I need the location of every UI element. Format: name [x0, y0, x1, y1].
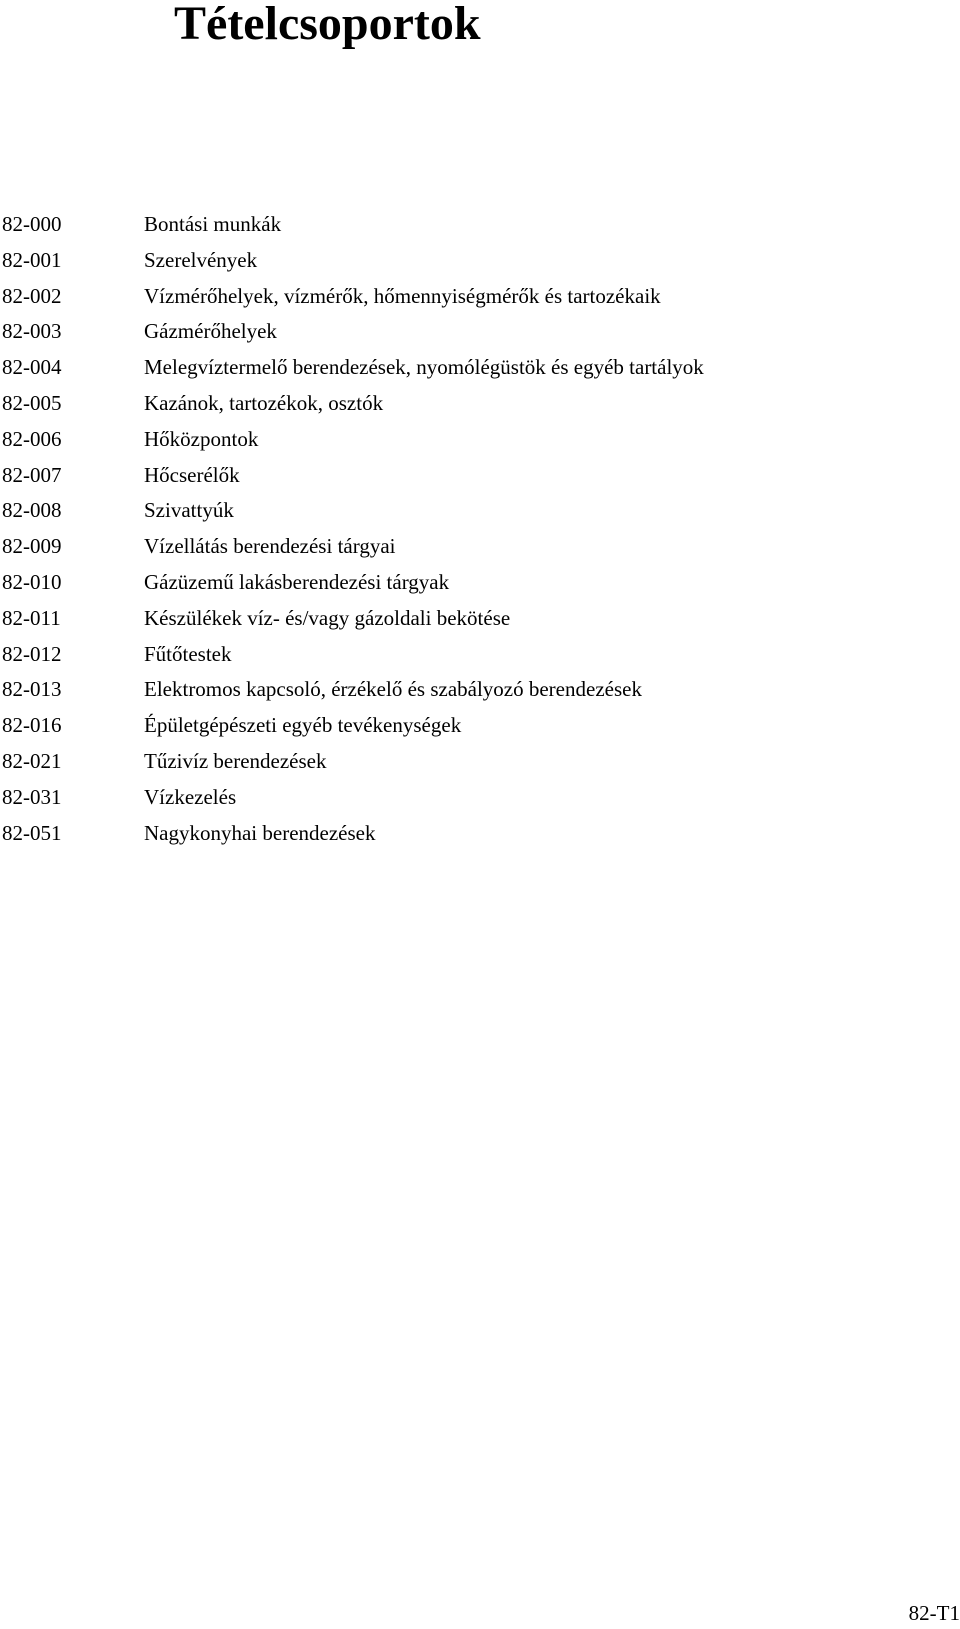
group-code: 82-005: [2, 390, 62, 415]
group-row: [0, 314, 960, 350]
group-name: Nagykonyhai berendezések: [144, 820, 376, 845]
group-row: [0, 422, 960, 458]
group-name: Szerelvények: [144, 247, 258, 272]
group-name: Épületgépészeti egyéb tevékenységek: [144, 713, 462, 738]
group-code: 82-011: [2, 605, 61, 630]
group-code: 82-002: [2, 283, 62, 308]
group-code: 82-008: [2, 498, 62, 523]
group-row: [0, 529, 960, 565]
group-code: 82-010: [2, 569, 62, 594]
group-code: 82-013: [2, 677, 62, 702]
group-name: Kazánok, tartozékok, osztók: [144, 390, 384, 415]
group-code: 82-021: [2, 748, 62, 773]
group-row: [0, 565, 960, 601]
group-code: 82-001: [2, 247, 62, 272]
group-name: Gázmérőhelyek: [144, 319, 277, 344]
group-name: Fűtőtestek: [144, 641, 232, 666]
group-name: Vízkezelés: [144, 784, 237, 809]
group-code: 82-000: [2, 212, 62, 236]
group-name: Hőközpontok: [144, 426, 259, 451]
group-code: 82-012: [2, 641, 62, 666]
group-code: 82-006: [2, 426, 62, 451]
group-name: Szivattyúk: [144, 498, 234, 523]
page-title: Tételcsoportok: [174, 0, 481, 50]
page-number: 82-T1: [908, 1601, 960, 1625]
group-name: Hőcserélők: [144, 462, 240, 487]
group-row: [0, 744, 960, 780]
group-row: [0, 637, 960, 673]
group-name: Bontási munkák: [144, 212, 282, 236]
group-code: 82-016: [2, 713, 62, 738]
group-row: [0, 672, 960, 708]
group-name: Gázüzemű lakásberendezési tárgyak: [144, 569, 450, 594]
group-row: [0, 243, 960, 279]
group-code: 82-007: [2, 462, 62, 487]
group-name: Készülékek víz- és/vagy gázoldali bekötése: [144, 605, 511, 630]
group-row: [0, 386, 960, 422]
group-row: [0, 780, 960, 816]
group-code: 82-009: [2, 534, 62, 559]
group-code: 82-004: [2, 355, 62, 380]
group-name: Elektromos kapcsoló, érzékelő és szabályozó berendezések: [144, 677, 642, 702]
group-row: [0, 601, 960, 637]
group-code: 82-003: [2, 319, 62, 344]
group-row: [0, 493, 960, 529]
item-group-list: [0, 207, 960, 851]
group-name: Vízellátás berendezési tárgyai: [144, 534, 396, 559]
group-row: [0, 350, 960, 386]
group-row: [0, 816, 960, 852]
group-code: 82-051: [2, 820, 62, 845]
group-row: [0, 207, 960, 243]
group-row: [0, 279, 960, 315]
group-name: Tűzivíz berendezések: [144, 748, 327, 773]
group-row: [0, 708, 960, 744]
group-code: 82-031: [2, 784, 62, 809]
group-name: Vízmérőhelyek, vízmérők, hőmennyiségmérők és tartozékaik: [144, 283, 661, 308]
group-row: [0, 458, 960, 494]
group-name: Melegvíztermelő berendezések, nyomólégüstök és egyéb tartályok: [144, 355, 704, 380]
